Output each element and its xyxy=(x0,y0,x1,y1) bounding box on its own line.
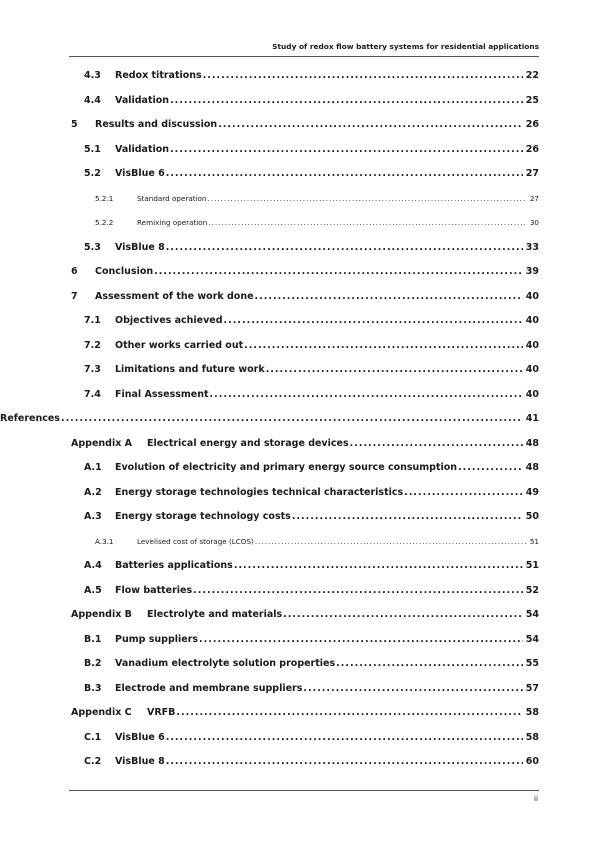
toc-entry-number: 7.3 xyxy=(84,364,101,375)
toc-entry-page: 55 xyxy=(525,658,539,669)
toc-entry[interactable] xyxy=(0,144,539,156)
dot-leader xyxy=(224,315,523,327)
toc-entry-number: A.2 xyxy=(84,486,102,498)
toc-entry-number: C.1 xyxy=(84,731,102,743)
dot-leader xyxy=(292,511,523,523)
dot-leader xyxy=(255,291,523,303)
toc-entry-title: Redox titrations xyxy=(115,70,202,81)
toc-entry-page: 57 xyxy=(525,682,539,694)
toc-entry-page: 26 xyxy=(525,143,539,155)
toc-entry-page: 27 xyxy=(529,193,539,203)
toc-entry[interactable] xyxy=(0,462,539,474)
toc-entry-title: Levelised cost of storage (LCOS) xyxy=(137,536,254,546)
toc-entry-number: 7.2 xyxy=(84,339,101,351)
toc-entry-page: 26 xyxy=(525,119,539,130)
toc-entry[interactable] xyxy=(0,585,539,597)
toc-entry-title: Electrode and membrane suppliers xyxy=(115,682,303,694)
dot-leader xyxy=(208,193,527,205)
toc-entry-number: Appendix A xyxy=(71,437,133,449)
toc-entry[interactable] xyxy=(0,340,539,352)
toc-entry-page: 40 xyxy=(525,364,539,375)
toc-entry-title: Standard operation xyxy=(137,193,207,203)
toc-entry-title: Results and discussion xyxy=(95,119,218,130)
dot-leader xyxy=(176,707,522,719)
dot-leader xyxy=(166,732,523,744)
dot-leader xyxy=(208,217,527,229)
toc-entry[interactable] xyxy=(0,438,539,450)
dot-leader xyxy=(166,242,523,254)
toc-entry[interactable] xyxy=(0,609,539,621)
toc-entry-title: VisBlue 8 xyxy=(115,241,165,253)
toc-entry-page: 48 xyxy=(525,437,539,449)
toc-entry-page: 22 xyxy=(525,70,539,81)
toc-entry-number: A.3.1 xyxy=(95,536,114,546)
toc-entry[interactable] xyxy=(0,707,539,719)
toc-entry-title: Energy storage technologies technical characteristics xyxy=(115,486,404,498)
dot-leader xyxy=(166,756,523,768)
toc-entry-title: References xyxy=(0,413,60,424)
dot-leader xyxy=(234,560,523,572)
toc-entry-number: 7.1 xyxy=(84,315,101,326)
toc-entry-number: B.2 xyxy=(84,658,102,669)
toc-entry-page: 40 xyxy=(525,315,539,326)
toc-entry-title: Energy storage technology costs xyxy=(115,511,291,522)
dot-leader xyxy=(266,364,523,376)
toc-entry-number: 5.3 xyxy=(84,241,101,253)
dot-leader xyxy=(218,119,523,131)
dot-leader xyxy=(303,683,522,695)
toc-entry-number: 4.4 xyxy=(84,94,101,106)
toc-entry-page: 40 xyxy=(525,339,539,351)
toc-entry-number: 7.4 xyxy=(84,388,101,400)
toc-entry[interactable] xyxy=(0,242,539,254)
toc-entry-title: Objectives achieved xyxy=(115,315,223,326)
toc-entry[interactable] xyxy=(0,487,539,499)
toc-entry[interactable] xyxy=(0,315,539,327)
toc-entry-title: Vanadium electrolyte solution properties xyxy=(115,658,336,669)
toc-entry-number: 6 xyxy=(71,266,78,277)
toc-entry[interactable] xyxy=(0,560,539,572)
toc-entry[interactable] xyxy=(0,364,539,376)
dot-leader xyxy=(255,536,527,548)
toc-entry-title: Electrical energy and storage devices xyxy=(147,437,349,449)
toc-entry-number: A.1 xyxy=(84,462,102,473)
toc-entry[interactable] xyxy=(0,193,539,205)
toc-entry-page: 40 xyxy=(525,290,539,302)
toc-entry-page: 58 xyxy=(525,731,539,743)
dot-leader xyxy=(458,462,523,474)
toc-entry-page: 51 xyxy=(525,560,539,571)
dot-leader xyxy=(61,413,523,425)
toc-entry-title: Assessment of the work done xyxy=(95,290,254,302)
dot-leader xyxy=(404,487,523,499)
toc-entry-title: Flow batteries xyxy=(115,584,193,596)
running-header: Study of redox flow battery systems for residential applications xyxy=(272,42,539,51)
toc-entry-number: Appendix B xyxy=(71,609,132,620)
toc-entry-number: A.4 xyxy=(84,560,102,571)
toc-entry-page: 58 xyxy=(525,707,539,718)
toc-entry-title: Other works carried out xyxy=(115,339,244,351)
toc-entry-title: Conclusion xyxy=(95,266,154,277)
toc-entry-page: 51 xyxy=(529,536,539,546)
toc-entry-title: VisBlue 6 xyxy=(115,731,165,743)
toc-entry-title: Remixing operation xyxy=(137,218,208,227)
toc-entry-page: 49 xyxy=(525,486,539,498)
toc-entry-title: Electrolyte and materials xyxy=(147,609,283,620)
toc-entry-title: VRFB xyxy=(147,707,176,718)
toc-entry[interactable] xyxy=(0,536,539,548)
toc-entry-number: C.2 xyxy=(84,756,102,767)
toc-entry[interactable] xyxy=(0,658,539,670)
toc-entry-page: 48 xyxy=(525,462,539,473)
toc-entry[interactable] xyxy=(0,291,539,303)
dot-leader xyxy=(203,70,523,82)
toc-entry-number: Appendix C xyxy=(71,707,132,718)
toc-entry-number: 5.1 xyxy=(84,143,101,155)
toc-entry-number: 5.2.2 xyxy=(95,218,114,227)
toc-entry[interactable] xyxy=(0,168,539,180)
toc-entry-title: VisBlue 6 xyxy=(115,168,165,179)
toc-entry[interactable] xyxy=(0,511,539,523)
dot-leader xyxy=(199,634,523,646)
toc-entry-title: VisBlue 8 xyxy=(115,756,165,767)
toc-entry-page: 39 xyxy=(525,266,539,277)
toc-entry-number: 5.2 xyxy=(84,168,101,179)
toc-entry[interactable] xyxy=(0,732,539,744)
toc-entry-page: 40 xyxy=(525,388,539,400)
dot-leader xyxy=(170,144,523,156)
toc-entry-title: Final Assessment xyxy=(115,388,209,400)
toc-entry[interactable] xyxy=(0,756,539,768)
toc-entry-page: 30 xyxy=(529,218,539,227)
dot-leader xyxy=(170,95,523,107)
toc-entry-page: 27 xyxy=(525,168,539,179)
toc-entry[interactable] xyxy=(0,683,539,695)
toc-entry-number: A.5 xyxy=(84,584,102,596)
footer-divider xyxy=(69,790,539,791)
dot-leader xyxy=(244,340,523,352)
dot-leader xyxy=(154,266,523,278)
toc-entry-title: Validation xyxy=(115,143,170,155)
toc-entry-title: Validation xyxy=(115,94,170,106)
dot-leader xyxy=(350,438,523,450)
toc-entry-page: 50 xyxy=(525,511,539,522)
toc-entry-title: Batteries applications xyxy=(115,560,233,571)
toc-entry[interactable] xyxy=(0,95,539,107)
page-number: ii xyxy=(534,794,538,803)
toc-entry[interactable] xyxy=(0,119,539,131)
toc-entry-page: 52 xyxy=(525,584,539,596)
toc-entry[interactable] xyxy=(0,389,539,401)
toc-entry[interactable] xyxy=(0,70,539,82)
dot-leader xyxy=(283,609,523,621)
toc-entry-title: Pump suppliers xyxy=(115,633,199,645)
toc-entry-title: Limitations and future work xyxy=(115,364,265,375)
toc-entry-page: 54 xyxy=(525,609,539,620)
toc-entry-number: 5.2.1 xyxy=(95,193,114,203)
toc-entry[interactable] xyxy=(0,634,539,646)
dot-leader xyxy=(193,585,523,597)
toc-entry-page: 25 xyxy=(525,94,539,106)
toc-entry-number: B.1 xyxy=(84,633,102,645)
toc-entry[interactable] xyxy=(0,413,539,425)
toc-entry-page: 54 xyxy=(525,633,539,645)
dot-leader xyxy=(210,389,523,401)
toc-entry[interactable] xyxy=(0,217,539,229)
toc-entry[interactable] xyxy=(0,266,539,278)
toc-entry-page: 60 xyxy=(525,756,539,767)
toc-entry-page: 41 xyxy=(525,413,539,424)
toc-entry-number: B.3 xyxy=(84,682,102,694)
dot-leader xyxy=(166,168,523,180)
toc-entry-number: 5 xyxy=(71,119,78,130)
dot-leader xyxy=(336,658,523,670)
toc-entry-number: A.3 xyxy=(84,511,102,522)
toc-entry-number: 4.3 xyxy=(84,70,101,81)
toc-entry-number: 7 xyxy=(71,290,78,302)
toc-entry-title: Evolution of electricity and primary energy source consumption xyxy=(115,462,458,473)
toc-entry-page: 33 xyxy=(525,241,539,253)
